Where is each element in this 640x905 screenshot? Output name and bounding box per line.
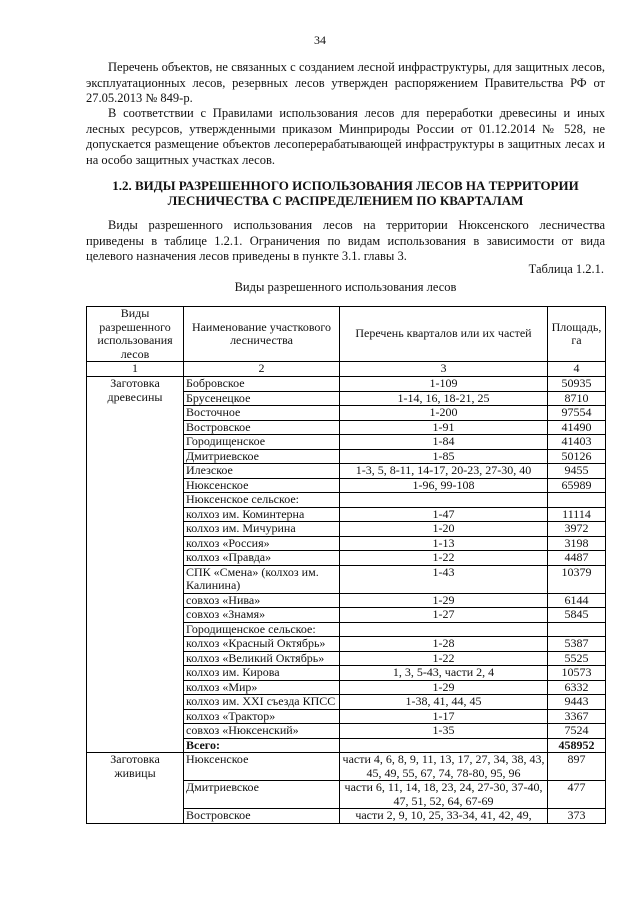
quarters-cell: 1-14, 16, 18-21, 25 [340, 391, 548, 406]
column-number: 4 [548, 362, 606, 377]
quarters-cell: 1-22 [340, 651, 548, 666]
area-cell: 373 [548, 809, 606, 824]
quarters-cell: 1-27 [340, 608, 548, 623]
quarters-cell: 1-35 [340, 724, 548, 739]
district-cell: Илезское [184, 464, 340, 479]
quarters-cell: 1-17 [340, 709, 548, 724]
area-cell: 477 [548, 781, 606, 809]
area-cell: 50935 [548, 377, 606, 392]
quarters-cell: 1-47 [340, 507, 548, 522]
area-cell: 8710 [548, 391, 606, 406]
area-cell [548, 622, 606, 637]
area-cell [548, 493, 606, 508]
area-cell: 5387 [548, 637, 606, 652]
district-cell: совхоз «Нюксенский» [184, 724, 340, 739]
header-district: Наименование участкового лесничества [184, 307, 340, 362]
area-cell: 7524 [548, 724, 606, 739]
use-type-cell: Заготовка древесины [87, 377, 184, 753]
total-quarters-cell [340, 738, 548, 753]
district-cell: колхоз им. Кирова [184, 666, 340, 681]
quarters-cell: 1-22 [340, 551, 548, 566]
area-cell: 97554 [548, 406, 606, 421]
district-cell: колхоз «Трактор» [184, 709, 340, 724]
quarters-cell: 1-28 [340, 637, 548, 652]
use-type-cell: Заготовка живицы [87, 753, 184, 824]
column-number: 3 [340, 362, 548, 377]
header-use-type: Виды разрешенного использования лесов [87, 307, 184, 362]
table-row [87, 377, 606, 392]
district-cell: Дмитриевское [184, 781, 340, 809]
column-number: 1 [87, 362, 184, 377]
paragraph-intro: Виды разрешенного использования лесов на территории Нюксенского лесничества приведены в таблице 1.2.1. Ограничения по видам использования в зависимости от вида целевого назначения лесов приведены в пункте 3.1. главы 3. [86, 218, 605, 263]
district-cell: Востровское [184, 809, 340, 824]
district-cell: колхоз «Красный Октябрь» [184, 637, 340, 652]
district-cell: Бобровское [184, 377, 340, 392]
district-cell: колхоз «Мир» [184, 680, 340, 695]
district-cell: Городищенское [184, 435, 340, 450]
area-cell: 10573 [548, 666, 606, 681]
district-cell: колхоз им. XXI съезда КПСС [184, 695, 340, 710]
area-cell: 4487 [548, 551, 606, 566]
paragraph-infrastructure-list: Перечень объектов, не связанных с созданием лесной инфраструктуры, для защитных лесов, эксплуатационных лесов, резервных лесов утвержден распоряжением Правительства РФ от 27.05.2013 № 849-р. [86, 60, 605, 105]
table-label: Таблица 1.2.1. [528, 262, 604, 276]
district-cell: Брусенецкое [184, 391, 340, 406]
district-cell: Нюксенское сельское: [184, 493, 340, 508]
district-cell: Дмитриевское [184, 449, 340, 464]
district-cell: совхоз «Знамя» [184, 608, 340, 623]
column-number-row [87, 362, 606, 377]
area-cell: 11114 [548, 507, 606, 522]
table-header-row [87, 307, 606, 362]
quarters-cell: 1-43 [340, 565, 548, 593]
quarters-cell [340, 622, 548, 637]
quarters-cell: 1-29 [340, 593, 548, 608]
area-cell: 897 [548, 753, 606, 781]
quarters-cell: 1-13 [340, 536, 548, 551]
district-cell: колхоз им. Коминтерна [184, 507, 340, 522]
quarters-cell: 1, 3, 5-43, части 2, 4 [340, 666, 548, 681]
section-heading: 1.2. ВИДЫ РАЗРЕШЕННОГО ИСПОЛЬЗОВАНИЯ ЛЕСОВ НА ТЕРРИТОРИИ ЛЕСНИЧЕСТВА С РАСПРЕДЕЛЕНИЕМ ПО КВАРТАЛАМ [112, 178, 579, 208]
quarters-cell [340, 493, 548, 508]
paragraph-processing-rules: В соответствии с Правилами использования лесов для переработки древесины и иных лесных ресурсов, утвержденными приказом Минприроды России от 01.12.2014 № 528, не допускается размещение объектов лесоперерабатывающей инфраструктуры в защитных лесах и на особо защитных участках лесов. [86, 106, 605, 167]
quarters-cell: 1-96, 99-108 [340, 478, 548, 493]
area-cell: 10379 [548, 565, 606, 593]
quarters-cell: 1-84 [340, 435, 548, 450]
table-body [87, 377, 606, 824]
quarters-cell: части 4, 6, 8, 9, 11, 13, 17, 27, 34, 38, 43, 45, 49, 55, 67, 74, 78-80, 95, 96 [340, 753, 548, 781]
district-cell: колхоз «Россия» [184, 536, 340, 551]
district-cell: совхоз «Нива» [184, 593, 340, 608]
column-number: 2 [184, 362, 340, 377]
area-cell: 9443 [548, 695, 606, 710]
district-cell: колхоз им. Мичурина [184, 522, 340, 537]
area-cell: 50126 [548, 449, 606, 464]
quarters-cell: части 2, 9, 10, 25, 33-34, 41, 42, 49, [340, 809, 548, 824]
area-cell: 6144 [548, 593, 606, 608]
district-cell: Нюксенское [184, 478, 340, 493]
area-cell: 3367 [548, 709, 606, 724]
forest-use-table [86, 306, 606, 824]
area-cell: 3198 [548, 536, 606, 551]
quarters-cell: 1-109 [340, 377, 548, 392]
quarters-cell: части 6, 11, 14, 18, 23, 24, 27-30, 37-40, 47, 51, 52, 64, 67-69 [340, 781, 548, 809]
area-cell: 41490 [548, 420, 606, 435]
header-quarters: Перечень кварталов или их частей [340, 307, 548, 362]
quarters-cell: 1-91 [340, 420, 548, 435]
quarters-cell: 1-20 [340, 522, 548, 537]
district-cell: Восточное [184, 406, 340, 421]
area-cell: 6332 [548, 680, 606, 695]
area-cell: 65989 [548, 478, 606, 493]
area-cell: 3972 [548, 522, 606, 537]
quarters-cell: 1-38, 41, 44, 45 [340, 695, 548, 710]
header-area: Площадь, га [548, 307, 606, 362]
district-cell: Нюксенское [184, 753, 340, 781]
total-label: Всего: [184, 738, 340, 753]
page-number: 34 [314, 33, 326, 47]
total-area: 458952 [548, 738, 606, 753]
district-cell: Городищенское сельское: [184, 622, 340, 637]
area-cell: 41403 [548, 435, 606, 450]
district-cell: Востровское [184, 420, 340, 435]
district-cell: колхоз «Великий Октябрь» [184, 651, 340, 666]
quarters-cell: 1-85 [340, 449, 548, 464]
area-cell: 9455 [548, 464, 606, 479]
district-cell: СПК «Смена» (колхоз им. Калинина) [184, 565, 340, 593]
district-cell: колхоз «Правда» [184, 551, 340, 566]
quarters-cell: 1-200 [340, 406, 548, 421]
quarters-cell: 1-29 [340, 680, 548, 695]
table-title: Виды разрешенного использования лесов [234, 280, 457, 294]
area-cell: 5845 [548, 608, 606, 623]
table-row [87, 753, 606, 781]
quarters-cell: 1-3, 5, 8-11, 14-17, 20-23, 27-30, 40 [340, 464, 548, 479]
area-cell: 5525 [548, 651, 606, 666]
